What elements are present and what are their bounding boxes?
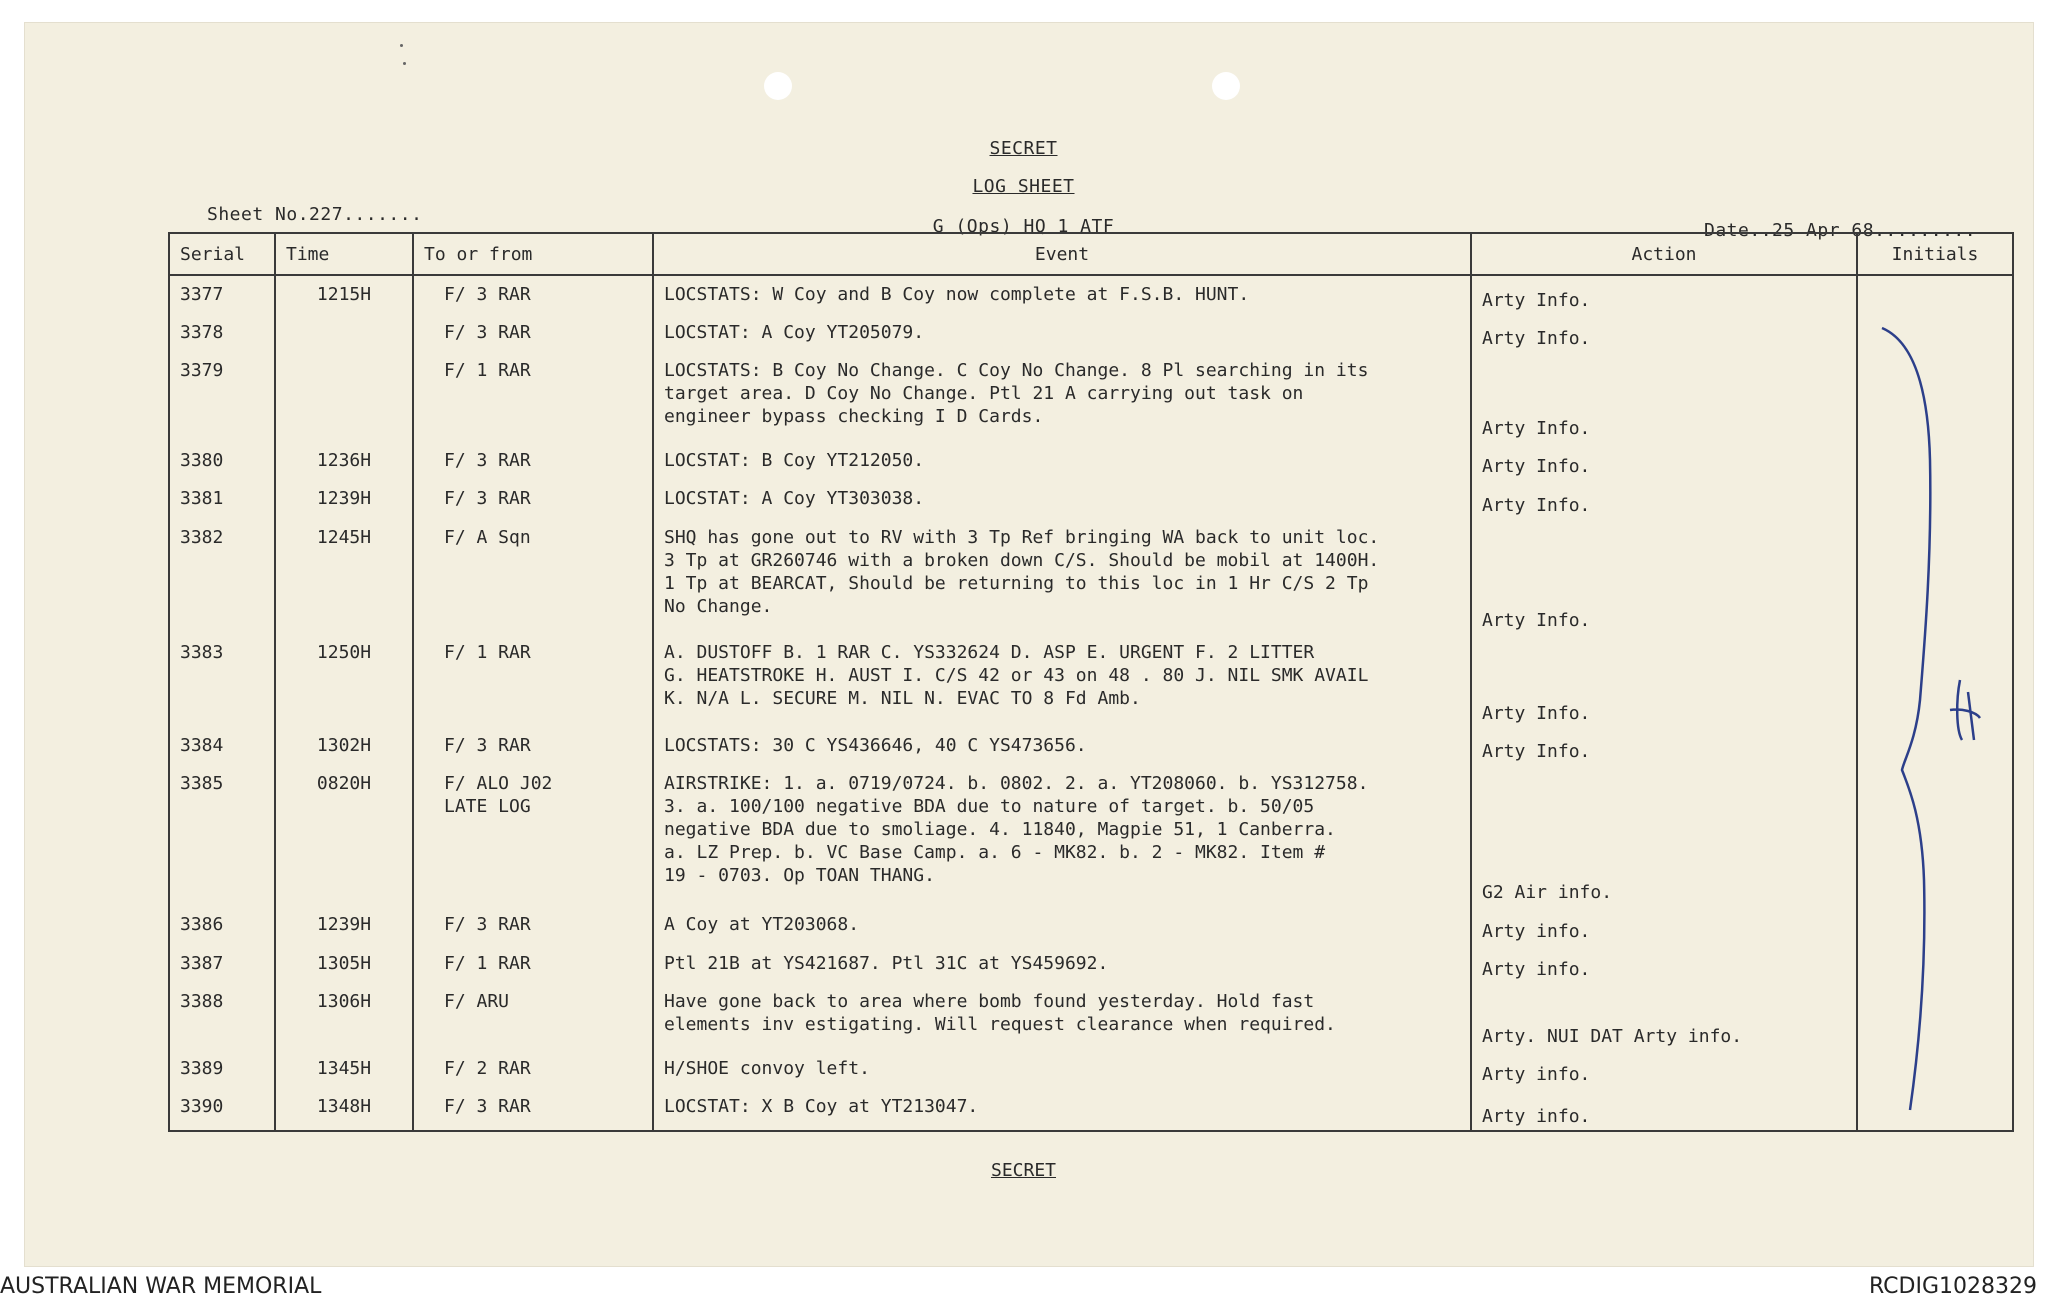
cell-action: Arty info. — [1471, 1088, 1857, 1131]
cell-event: LOCSTAT: A Coy YT205079. — [653, 314, 1471, 353]
classification-top: SECRET — [989, 138, 1058, 159]
cell-from: F/ 3 RAR — [413, 314, 653, 353]
punch-hole — [1212, 72, 1240, 100]
cell-from: F/ 3 RAR — [413, 1088, 653, 1131]
cell-time: 1302H — [275, 727, 413, 766]
cell-from: F/ 1 RAR — [413, 945, 653, 984]
cell-initials — [1857, 275, 2013, 314]
cell-time — [275, 314, 413, 353]
table-row — [169, 275, 2013, 314]
cell-event: A Coy at YT203068. — [653, 906, 1471, 945]
cell-action: Arty info. — [1471, 906, 1857, 945]
sheet-date-dots-a: . — [1760, 220, 1773, 241]
cell-event: Have gone back to area where bomb found yesterday. Hold fast elements inv estigating. Will request clearance when required. — [653, 983, 1471, 1049]
cell-from: F/ ARU — [413, 983, 653, 1049]
cell-time: 1348H — [275, 1088, 413, 1131]
cell-serial: 3389 — [169, 1050, 275, 1089]
table-row — [169, 442, 2013, 481]
cell-from: F/ 2 RAR — [413, 1050, 653, 1089]
cell-time: 1239H — [275, 480, 413, 519]
cell-time: 1305H — [275, 945, 413, 984]
cell-event: A. DUSTOFF B. 1 RAR C. YS332624 D. ASP E. URGENT F. 2 LITTER G. HEATSTROKE H. AUST I. C/S 42 or 43 on 48 . 80 J. NIL SMK AVAIL K. N/A L. SECURE M. NIL N. EVAC TO 8 Fd Amb. — [653, 634, 1471, 726]
cell-event: LOCSTATS: 30 C YS436646, 40 C YS473656. — [653, 727, 1471, 766]
cell-event: LOCSTAT: B Coy YT212050. — [653, 442, 1471, 481]
table-row — [169, 906, 2013, 945]
table-row — [169, 765, 2013, 906]
cell-event: LOCSTAT: X B Coy at YT213047. — [653, 1088, 1471, 1131]
cell-serial: 3379 — [169, 352, 275, 442]
cell-from: F/ 3 RAR — [413, 275, 653, 314]
cell-serial: 3388 — [169, 983, 275, 1049]
archive-name: AUSTRALIAN WAR MEMORIAL — [0, 1274, 322, 1299]
cell-time: 1236H — [275, 442, 413, 481]
col-header-initials: Initials — [1857, 233, 2013, 275]
cell-time: 1245H — [275, 519, 413, 635]
punch-hole — [764, 72, 792, 100]
cell-action: G2 Air info. — [1471, 765, 1857, 906]
cell-from: F/ 3 RAR — [413, 906, 653, 945]
cell-time: 1250H — [275, 634, 413, 726]
cell-time: 0820H — [275, 765, 413, 906]
paper-mark — [400, 44, 403, 47]
table-row — [169, 480, 2013, 519]
cell-from: F/ A Sqn — [413, 519, 653, 635]
table-row — [169, 983, 2013, 1049]
table-row — [169, 519, 2013, 635]
archive-strip — [0, 1270, 2047, 1303]
sheet-date-dots-b: ......... — [1874, 220, 1977, 241]
sheet-date-label: Date. — [1704, 220, 1761, 241]
cell-event: Ptl 21B at YS421687. Ptl 31C at YS459692. — [653, 945, 1471, 984]
cell-action: Arty Info. — [1471, 727, 1857, 766]
cell-event: AIRSTRIKE: 1. a. 0719/0724. b. 0802. 2. a. YT208060. b. YS312758. 3. a. 100/100 negative BDA due to nature of target. b. 50/05 negative BDA due to smoliage. 4. 11840, Magpie 51, 1 Canberra. a. LZ Prep. b. VC Base Camp. a. 6 - MK82. b. 2 - MK82. Item # 19 - 0703. Op TOAN THANG. — [653, 765, 1471, 906]
table-row — [169, 352, 2013, 442]
col-header-action: Action — [1471, 233, 1857, 275]
cell-action: Arty Info. — [1471, 275, 1857, 314]
col-header-time: Time — [275, 233, 413, 275]
table-row — [169, 727, 2013, 766]
cell-serial: 3381 — [169, 480, 275, 519]
cell-serial: 3377 — [169, 275, 275, 314]
cell-from: F/ 1 RAR — [413, 352, 653, 442]
paper-mark — [403, 62, 406, 65]
cell-time — [275, 352, 413, 442]
sheet-date-value: 25 Apr 68 — [1772, 220, 1875, 241]
table-row — [169, 945, 2013, 984]
table-row — [169, 1088, 2013, 1131]
cell-action: Arty info. — [1471, 945, 1857, 984]
cell-event: LOCSTATS: B Coy No Change. C Coy No Change. 8 Pl searching in its target area. D Coy No Change. Ptl 21 A carrying out task on engineer bypass checking I D Cards. — [653, 352, 1471, 442]
cell-action: Arty Info. — [1471, 519, 1857, 635]
unit-name: G (Ops) HQ 1 ATF — [932, 216, 1115, 237]
cell-action: Arty Info. — [1471, 634, 1857, 726]
cell-action: Arty. NUI DAT Arty info. — [1471, 983, 1857, 1049]
cell-action: Arty Info. — [1471, 352, 1857, 442]
cell-serial: 3387 — [169, 945, 275, 984]
cell-time: 1215H — [275, 275, 413, 314]
cell-from: F/ 1 RAR — [413, 634, 653, 726]
cell-from: F/ 3 RAR — [413, 480, 653, 519]
cell-time: 1345H — [275, 1050, 413, 1089]
cell-action: Arty info. — [1471, 1050, 1857, 1089]
cell-serial: 3386 — [169, 906, 275, 945]
table-row — [169, 1050, 2013, 1089]
sheet-number-label: Sheet No. — [207, 204, 310, 225]
handwritten-initials-bracket — [1880, 320, 1990, 1120]
log-table — [168, 232, 2014, 1132]
sheet-number-value: 227 — [309, 204, 344, 225]
cell-serial: 3382 — [169, 519, 275, 635]
classification-bottom: SECRET — [990, 1160, 1057, 1181]
cell-serial: 3378 — [169, 314, 275, 353]
cell-serial: 3384 — [169, 727, 275, 766]
cell-serial: 3380 — [169, 442, 275, 481]
cell-serial: 3385 — [169, 765, 275, 906]
cell-action: Arty Info. — [1471, 480, 1857, 519]
cell-time: 1239H — [275, 906, 413, 945]
col-header-serial: Serial — [169, 233, 275, 275]
cell-event: LOCSTATS: W Coy and B Coy now complete at F.S.B. HUNT. — [653, 275, 1471, 314]
table-header-row — [169, 233, 2013, 275]
cell-event: LOCSTAT: A Coy YT303038. — [653, 480, 1471, 519]
sheet-number-dots: ....... — [343, 204, 423, 225]
cell-event: SHQ has gone out to RV with 3 Tp Ref bringing WA back to unit loc. 3 Tp at GR260746 with a broken down C/S. Should be mobil at 1400H. 1 Tp at BEARCAT, Should be returning to this loc in 1 Hr C/S 2 Tp No Change. — [653, 519, 1471, 635]
cell-action: Arty Info. — [1471, 442, 1857, 481]
col-header-event: Event — [653, 233, 1471, 275]
col-header-to-or-from: To or from — [413, 233, 653, 275]
cell-event: H/SHOE convoy left. — [653, 1050, 1471, 1089]
cell-serial: 3383 — [169, 634, 275, 726]
sheet-number — [207, 204, 422, 225]
table-row — [169, 634, 2013, 726]
archive-id: RCDIG1028329 — [1868, 1274, 2037, 1299]
cell-from: F/ 3 RAR — [413, 727, 653, 766]
cell-time: 1306H — [275, 983, 413, 1049]
cell-from: F/ 3 RAR — [413, 442, 653, 481]
cell-action: Arty Info. — [1471, 314, 1857, 353]
cell-from: F/ ALO J02 LATE LOG — [413, 765, 653, 906]
table-row — [169, 314, 2013, 353]
cell-serial: 3390 — [169, 1088, 275, 1131]
sheet-title: LOG SHEET — [972, 176, 1075, 197]
